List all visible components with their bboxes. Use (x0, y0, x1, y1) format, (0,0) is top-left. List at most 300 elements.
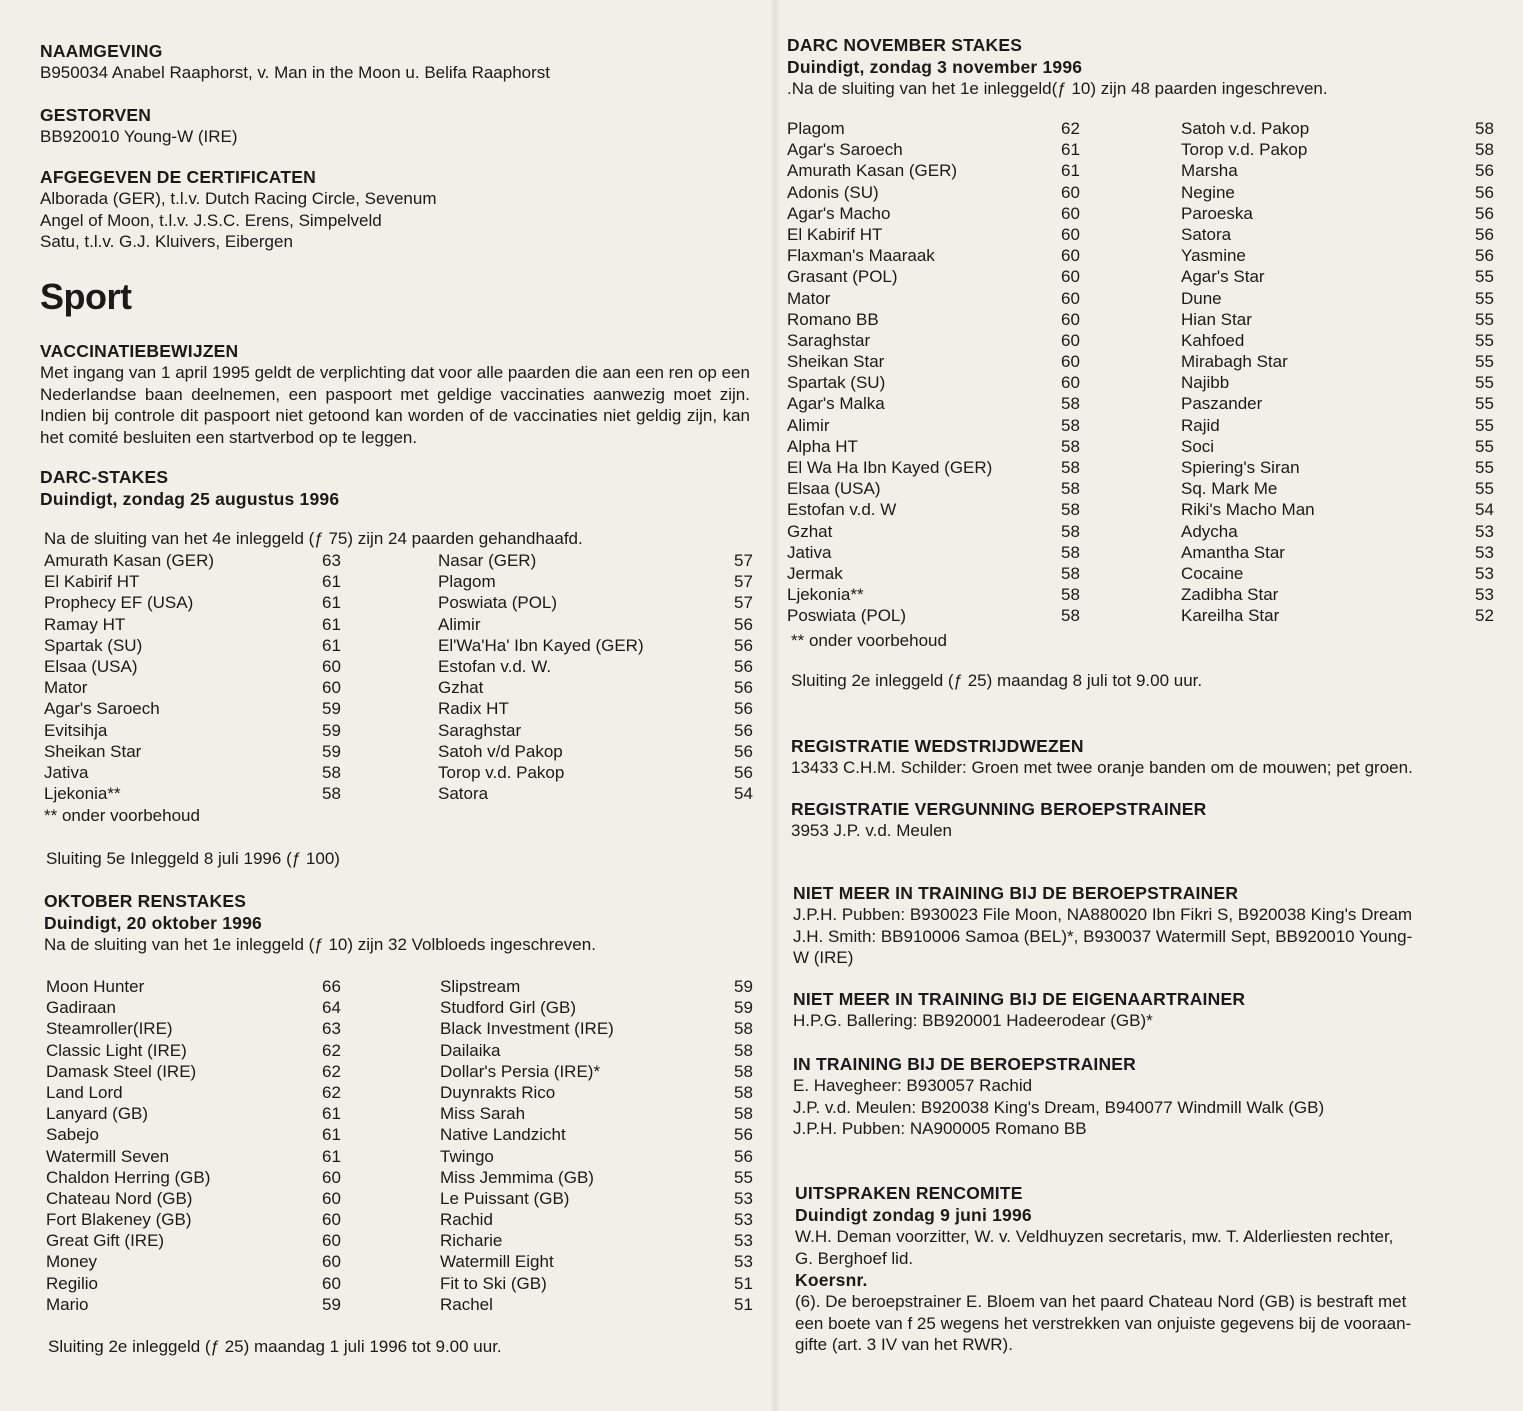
horse-name: Studford Girl (GB) (440, 998, 577, 1018)
section-line: W.H. Deman voorzitter, W. v. Veldhuyzen secretaris, mw. T. Alderliesten rechter, (795, 1227, 1394, 1246)
horse-name: Sheikan Star (787, 352, 885, 372)
horse-name: Lanyard (GB) (46, 1104, 149, 1124)
niet-eigenaar-section (793, 988, 1502, 1032)
horse-weight: 53 (1475, 521, 1494, 541)
horse-name: Nasar (GER) (438, 551, 537, 570)
horse-weight: 58 (1061, 606, 1080, 626)
horse-row (787, 521, 1502, 542)
horse-name: Riki's Macho Man (1181, 500, 1315, 520)
horse-row (46, 1018, 760, 1039)
horse-weight: 58 (734, 1082, 753, 1102)
horse-row (787, 584, 1502, 605)
horse-weight: 58 (1061, 436, 1080, 456)
horse-name: Rajid (1181, 415, 1220, 435)
section-line: gifte (art. 3 IV van het RWR). (795, 1335, 1013, 1354)
horse-weight: 54 (1475, 500, 1494, 520)
horse-weight: 55 (1475, 458, 1494, 477)
horse-name: Classic Light (IRE) (46, 1040, 187, 1060)
niet-beroeps-section (793, 882, 1502, 969)
horse-weight: 55 (1475, 479, 1494, 499)
horse-row (46, 976, 760, 997)
horse-weight: 56 (734, 720, 753, 740)
section-heading: REGISTRATIE VERGUNNING BEROEPSTRAINER (791, 799, 1207, 819)
darc-stakes-section (40, 466, 760, 510)
horse-name: Alimir (438, 614, 481, 634)
horse-name: Mario (46, 1294, 89, 1314)
horse-name: Evitsihja (44, 720, 108, 740)
horse-name: Dune (1181, 288, 1222, 308)
horse-name: Najibb (1181, 373, 1230, 393)
horse-name: Satoh v/d Pakop (438, 741, 563, 761)
horse-name: Cocaine (1181, 563, 1244, 583)
horse-row (46, 1103, 760, 1124)
horse-weight: 56 (1475, 203, 1494, 223)
horse-weight: 58 (1061, 479, 1080, 499)
horse-name: Damask Steel (IRE) (46, 1061, 197, 1081)
horse-name: Miss Sarah (440, 1104, 526, 1124)
horse-name: Plagom (438, 572, 496, 592)
horse-weight: 58 (734, 1019, 753, 1039)
horse-name: Ramay HT (44, 614, 126, 634)
horse-row (46, 997, 760, 1018)
horse-row (787, 542, 1502, 563)
horse-weight: 55 (1475, 352, 1494, 372)
horse-name: Elsaa (USA) (787, 479, 881, 499)
horse-name: Spartak (SU) (787, 373, 886, 393)
horse-name: El Kabirif HT (44, 572, 140, 592)
horse-weight: 59 (734, 977, 753, 996)
horse-row (46, 1040, 760, 1061)
horse-weight: 66 (322, 977, 341, 996)
horse-name: Le Puissant (GB) (440, 1188, 570, 1208)
horse-name: Alpha HT (787, 436, 858, 456)
horse-weight: 57 (734, 572, 753, 592)
horse-name: Steamroller(IRE) (46, 1019, 173, 1039)
horse-name: Jativa (44, 762, 89, 782)
section-line: E. Havegheer: B930057 Rachid (793, 1076, 1033, 1095)
horse-name: Rachid (440, 1210, 493, 1230)
horse-row (46, 1082, 760, 1103)
horse-weight: 58 (1061, 500, 1080, 520)
horse-name: Negine (1181, 182, 1235, 202)
horse-weight: 58 (1061, 458, 1080, 477)
horse-weight: 55 (1475, 436, 1494, 456)
horse-row (787, 499, 1502, 520)
horse-row (44, 783, 760, 804)
horse-weight: 61 (322, 1146, 341, 1166)
horse-weight: 60 (1061, 309, 1080, 329)
horse-name: Amantha Star (1181, 542, 1285, 562)
horse-row (44, 614, 760, 635)
horse-name: Native Landzicht (440, 1125, 566, 1145)
horse-weight: 51 (734, 1273, 753, 1293)
section-line: J.P. v.d. Meulen: B920038 King's Dream, B940077 Windmill Walk (GB) (793, 1097, 1325, 1117)
horse-name: Money (46, 1252, 98, 1272)
darc-stakes-horse-list (44, 550, 760, 804)
horse-weight: 58 (1061, 415, 1080, 435)
horse-row (46, 1146, 760, 1167)
horse-weight: 58 (1475, 119, 1494, 138)
horse-row (787, 415, 1502, 436)
horse-weight: 51 (734, 1294, 753, 1314)
horse-weight: 53 (734, 1252, 753, 1272)
certificate-line: Satu, t.l.v. G.J. Kluivers, Eibergen (40, 232, 293, 251)
horse-weight: 56 (734, 678, 753, 698)
horse-weight: 53 (1475, 542, 1494, 562)
horse-name: Soci (1181, 436, 1215, 456)
section-intro: Na de sluiting van het 1e inleggeld (ƒ 10) zijn 32 Volbloeds ingeschreven. (44, 935, 596, 954)
horse-weight: 55 (1475, 394, 1494, 414)
horse-weight: 61 (1061, 161, 1080, 181)
horse-name: Torop v.d. Pakop (438, 762, 565, 782)
horse-row (787, 563, 1502, 584)
certificate-line: Alborada (GER), t.l.v. Dutch Racing Circle, Sevenum (40, 189, 437, 208)
horse-name: Amurath Kasan (GER) (787, 161, 958, 181)
horse-name: Grasant (POL) (787, 267, 898, 287)
horse-name: Estofan v.d. W (787, 500, 897, 520)
horse-row (46, 1188, 760, 1209)
horse-row (46, 1273, 760, 1294)
horse-row (787, 139, 1502, 160)
horse-name: Mator (787, 288, 831, 308)
horse-weight: 58 (1061, 521, 1080, 541)
horse-name: Jativa (787, 542, 832, 562)
horse-weight: 57 (734, 551, 753, 570)
horse-weight: 64 (322, 998, 341, 1018)
horse-row (787, 224, 1502, 245)
uitspraken-section (795, 1182, 1502, 1356)
horse-name: Agar's Macho (787, 203, 891, 223)
horse-weight: 58 (1061, 563, 1080, 583)
section-heading: DARC NOVEMBER STAKES (787, 35, 1023, 55)
horse-name: Yasmine (1181, 246, 1246, 266)
page-fold (770, 0, 780, 1411)
horse-weight: 56 (734, 614, 753, 634)
horse-name: Saraghstar (787, 330, 871, 350)
horse-weight: 58 (1475, 140, 1494, 160)
horse-name: Adonis (SU) (787, 182, 879, 202)
horse-weight: 55 (734, 1167, 753, 1187)
horse-weight: 60 (1061, 246, 1080, 266)
horse-weight: 60 (322, 1273, 341, 1293)
horse-weight: 60 (1061, 182, 1080, 202)
horse-weight: 53 (1475, 585, 1494, 605)
horse-weight: 59 (322, 741, 341, 761)
horse-weight: 56 (734, 741, 753, 761)
vergunning-section (791, 798, 1502, 842)
horse-weight: 56 (734, 635, 753, 655)
horse-row (787, 330, 1502, 351)
horse-weight: 60 (322, 1167, 341, 1187)
horse-weight: 59 (322, 1294, 341, 1314)
horse-name: Agar's Saroech (787, 140, 903, 160)
horse-row (787, 288, 1502, 309)
section-heading: DARC-STAKES (40, 467, 169, 487)
horse-weight: 55 (1475, 288, 1494, 308)
horse-row (46, 1251, 760, 1272)
horse-weight: 56 (734, 1125, 753, 1145)
horse-row (44, 698, 760, 719)
section-heading: UITSPRAKEN RENCOMITE (795, 1183, 1023, 1203)
closing-note: Sluiting 5e Inleggeld 8 juli 1996 (ƒ 100) (46, 849, 340, 868)
section-intro: .Na de sluiting van het 1e inleggeld(ƒ 10) zijn 48 paarden ingeschreven. (787, 79, 1328, 98)
horse-weight: 59 (322, 699, 341, 719)
horse-weight: 58 (1061, 394, 1080, 414)
horse-name: Agar's Star (1181, 267, 1265, 287)
horse-name: El'Wa'Ha' Ibn Kayed (GER) (438, 635, 644, 655)
horse-name: Torop v.d. Pakop (1181, 140, 1308, 160)
horse-name: Gzhat (438, 678, 484, 698)
horse-row (44, 656, 760, 677)
horse-name: Regilio (46, 1273, 98, 1293)
section-text: 3953 J.P. v.d. Meulen (791, 821, 952, 840)
horse-weight: 53 (734, 1210, 753, 1230)
horse-name: Paszander (1181, 394, 1263, 414)
footnote: ** onder voorbehoud (44, 806, 200, 825)
horse-name: Duynrakts Rico (440, 1082, 556, 1102)
horse-weight: 60 (1061, 373, 1080, 393)
horse-weight: 60 (1061, 288, 1080, 308)
horse-name: Moon Hunter (46, 977, 145, 996)
horse-weight: 60 (322, 1188, 341, 1208)
section-line: J.P.H. Pubben: B930023 File Moon, NA880020 Ibn Fikri S, B920038 King's Dream (793, 905, 1413, 924)
horse-name: Rachel (440, 1294, 493, 1314)
horse-weight: 53 (734, 1231, 753, 1251)
horse-row (46, 1061, 760, 1082)
horse-name: Estofan v.d. W. (438, 656, 552, 676)
horse-name: Ljekonia** (44, 784, 121, 804)
horse-row (787, 605, 1502, 626)
horse-name: Richarie (440, 1231, 503, 1251)
horse-row (787, 182, 1502, 203)
section-text: BB920010 Young-W (IRE) (40, 127, 238, 146)
november-horse-list (787, 118, 1502, 627)
horse-row (787, 309, 1502, 330)
horse-name: Saraghstar (438, 720, 522, 740)
section-text: H.P.G. Ballering: BB920001 Hadeerodear (GB)* (793, 1011, 1153, 1030)
horse-name: Miss Jemmima (GB) (440, 1167, 594, 1187)
horse-name: Spiering's Siran (1181, 458, 1300, 477)
certificaten-section (40, 166, 760, 253)
vaccinatie-section (40, 340, 760, 448)
horse-name: Sq. Mark Me (1181, 479, 1278, 499)
horse-row (46, 1209, 760, 1230)
horse-name: Agar's Saroech (44, 699, 160, 719)
horse-name: Satoh v.d. Pakop (1181, 119, 1310, 138)
horse-weight: 56 (734, 762, 753, 782)
horse-weight: 61 (322, 614, 341, 634)
horse-weight: 58 (322, 784, 341, 804)
section-line: (6). De beroepstrainer E. Bloem van het paard Chateau Nord (GB) is bestraft met (795, 1292, 1407, 1311)
horse-row (44, 592, 760, 613)
horse-weight: 62 (1061, 119, 1080, 138)
section-line: J.P.H. Pubben: NA900005 Romano BB (793, 1119, 1087, 1138)
section-subheading: Duindigt, zondag 25 augustus 1996 (40, 489, 340, 509)
november-section (787, 34, 1502, 100)
horse-weight: 60 (1061, 267, 1080, 287)
horse-row (44, 635, 760, 656)
horse-weight: 53 (734, 1188, 753, 1208)
gestorven-section (40, 104, 760, 148)
section-line: een boete van f 25 wegens het verstrekken van onjuiste gegevens bij de vooraan- (795, 1313, 1412, 1333)
horse-weight: 61 (322, 635, 341, 655)
horse-name: El Wa Ha Ibn Kayed (GER) (787, 458, 993, 477)
darc-stakes-intro: Na de sluiting van het 4e inleggeld (ƒ 75) zijn 24 paarden gehandhaafd. (44, 529, 583, 548)
horse-name: Slipstream (440, 977, 521, 996)
horse-row (787, 266, 1502, 287)
horse-name: Plagom (787, 119, 845, 138)
horse-name: Ljekonia** (787, 585, 864, 605)
horse-row (44, 741, 760, 762)
naamgeving-section (40, 40, 760, 84)
horse-row (787, 478, 1502, 499)
closing-note: Sluiting 2e inleggeld (ƒ 25) maandag 1 juli 1996 tot 9.00 uur. (48, 1337, 502, 1356)
horse-name: Mirabagh Star (1181, 352, 1288, 372)
horse-name: Sheikan Star (44, 741, 142, 761)
horse-name: Adycha (1181, 521, 1238, 541)
certificate-line: Angel of Moon, t.l.v. J.S.C. Erens, Simpelveld (40, 210, 382, 230)
section-heading: VACCINATIEBEWIJZEN (40, 341, 239, 361)
horse-weight: 55 (1475, 330, 1494, 350)
horse-row (787, 160, 1502, 181)
horse-weight: 56 (734, 699, 753, 719)
section-heading: NIET MEER IN TRAINING BIJ DE BEROEPSTRAINER (793, 883, 1239, 903)
horse-name: Chateau Nord (GB) (46, 1188, 193, 1208)
horse-weight: 56 (1475, 182, 1494, 202)
horse-weight: 52 (1475, 606, 1494, 626)
horse-name: Radix HT (438, 699, 509, 719)
section-line: G. Berghoef lid. (795, 1248, 914, 1268)
horse-weight: 58 (734, 1061, 753, 1081)
horse-name: Land Lord (46, 1082, 123, 1102)
horse-weight: 63 (322, 551, 341, 570)
horse-weight: 60 (322, 1210, 341, 1230)
footnote: ** onder voorbehoud (791, 631, 947, 650)
horse-weight: 60 (1061, 203, 1080, 223)
section-text: B950034 Anabel Raaphorst, v. Man in the Moon u. Belifa Raaphorst (40, 63, 551, 82)
horse-row (787, 372, 1502, 393)
horse-weight: 56 (734, 1146, 753, 1166)
horse-name: Black Investment (IRE) (440, 1019, 614, 1039)
section-text: 13433 C.H.M. Schilder: Groen met twee oranje banden om de mouwen; pet groen. (791, 758, 1413, 777)
horse-name: Flaxman's Maaraak (787, 246, 935, 266)
closing-note: Sluiting 2e inleggeld (ƒ 25) maandag 8 juli tot 9.00 uur. (791, 671, 1203, 690)
horse-name: Gzhat (787, 521, 833, 541)
horse-name: Elsaa (USA) (44, 656, 138, 676)
horse-row (44, 677, 760, 698)
section-heading: NAAMGEVING (40, 41, 163, 61)
horse-weight: 60 (322, 1231, 341, 1251)
horse-name: Marsha (1181, 161, 1238, 181)
section-subheading: Duindigt, zondag 3 november 1996 (787, 57, 1083, 77)
horse-name: Kareilha Star (1181, 606, 1280, 626)
horse-name: Satora (1181, 224, 1232, 244)
horse-name: Satora (438, 784, 489, 804)
horse-weight: 62 (322, 1061, 341, 1081)
horse-row (46, 1167, 760, 1188)
horse-weight: 58 (734, 1104, 753, 1124)
horse-name: Chaldon Herring (GB) (46, 1167, 211, 1187)
koersnr-label: Koersnr. (795, 1270, 868, 1290)
horse-weight: 56 (734, 656, 753, 676)
horse-weight: 54 (734, 784, 753, 804)
horse-weight: 60 (322, 656, 341, 676)
horse-weight: 62 (322, 1040, 341, 1060)
section-heading: IN TRAINING BIJ DE BEROEPSTRAINER (793, 1054, 1137, 1074)
horse-weight: 58 (734, 1040, 753, 1060)
horse-weight: 61 (322, 593, 341, 613)
section-paragraph: Met ingang van 1 april 1995 geldt de verplichting dat voor alle paarden die aan een ren op een Nederlandse baan deelnemen, een paspoort met geldige vaccinaties aanwezig moet zijn. Indien bij controle dit paspoort niet getoond kan worden of de vaccinaties niet geldig zijn, kan het comité besluiten een startverbod op te leggen. (40, 363, 750, 447)
horse-name: Sabejo (46, 1125, 99, 1145)
horse-weight: 60 (322, 1252, 341, 1272)
horse-row (787, 393, 1502, 414)
horse-name: Jermak (787, 563, 843, 583)
horse-name: Prophecy EF (USA) (44, 593, 194, 613)
horse-name: Romano BB (787, 309, 879, 329)
horse-row (44, 571, 760, 592)
horse-weight: 63 (322, 1019, 341, 1039)
horse-name: Gadiraan (46, 998, 116, 1018)
horse-name: Hian Star (1181, 309, 1252, 329)
horse-name: Dollar's Persia (IRE)* (440, 1061, 601, 1081)
horse-name: Poswiata (POL) (787, 606, 907, 626)
horse-weight: 60 (1061, 224, 1080, 244)
horse-weight: 55 (1475, 415, 1494, 435)
horse-row (46, 1230, 760, 1251)
horse-weight: 58 (1061, 542, 1080, 562)
sport-title: Sport (40, 276, 132, 317)
horse-name: Great Gift (IRE) (46, 1231, 165, 1251)
horse-weight: 55 (1475, 267, 1494, 287)
section-line: J.H. Smith: BB910006 Samoa (BEL)*, B930037 Watermill Sept, BB920010 Young- (793, 926, 1413, 946)
horse-weight: 55 (1475, 309, 1494, 329)
horse-name: Mator (44, 678, 88, 698)
horse-name: Spartak (SU) (44, 635, 143, 655)
horse-weight: 59 (322, 720, 341, 740)
oktober-section (44, 890, 760, 956)
horse-weight: 59 (734, 998, 753, 1018)
oktober-horse-list (46, 976, 760, 1315)
horse-name: Zadibha Star (1181, 585, 1279, 605)
horse-row (787, 457, 1502, 478)
horse-weight: 56 (1475, 161, 1494, 181)
section-heading: OKTOBER RENSTAKES (44, 891, 247, 911)
section-heading: REGISTRATIE WEDSTRIJDWEZEN (791, 736, 1084, 756)
horse-weight: 60 (322, 678, 341, 698)
horse-weight: 58 (322, 762, 341, 782)
horse-row (44, 762, 760, 783)
horse-name: Dailaika (440, 1040, 501, 1060)
horse-name: Watermill Seven (46, 1146, 170, 1166)
horse-row (44, 720, 760, 741)
horse-row (46, 1294, 760, 1315)
horse-weight: 58 (1061, 585, 1080, 605)
horse-row (46, 1124, 760, 1145)
horse-name: Kahfoed (1181, 330, 1245, 350)
horse-weight: 61 (1061, 140, 1080, 160)
section-heading: GESTORVEN (40, 105, 152, 125)
horse-name: Watermill Eight (440, 1252, 554, 1272)
horse-weight: 61 (322, 572, 341, 592)
section-line: W (IRE) (793, 948, 854, 967)
horse-weight: 57 (734, 593, 753, 613)
section-heading: NIET MEER IN TRAINING BIJ DE EIGENAARTRAINER (793, 989, 1246, 1009)
horse-row (787, 245, 1502, 266)
in-training-section (793, 1053, 1502, 1140)
horse-weight: 61 (322, 1125, 341, 1145)
section-subheading: Duindigt zondag 9 juni 1996 (795, 1205, 1032, 1225)
horse-weight: 55 (1475, 373, 1494, 393)
